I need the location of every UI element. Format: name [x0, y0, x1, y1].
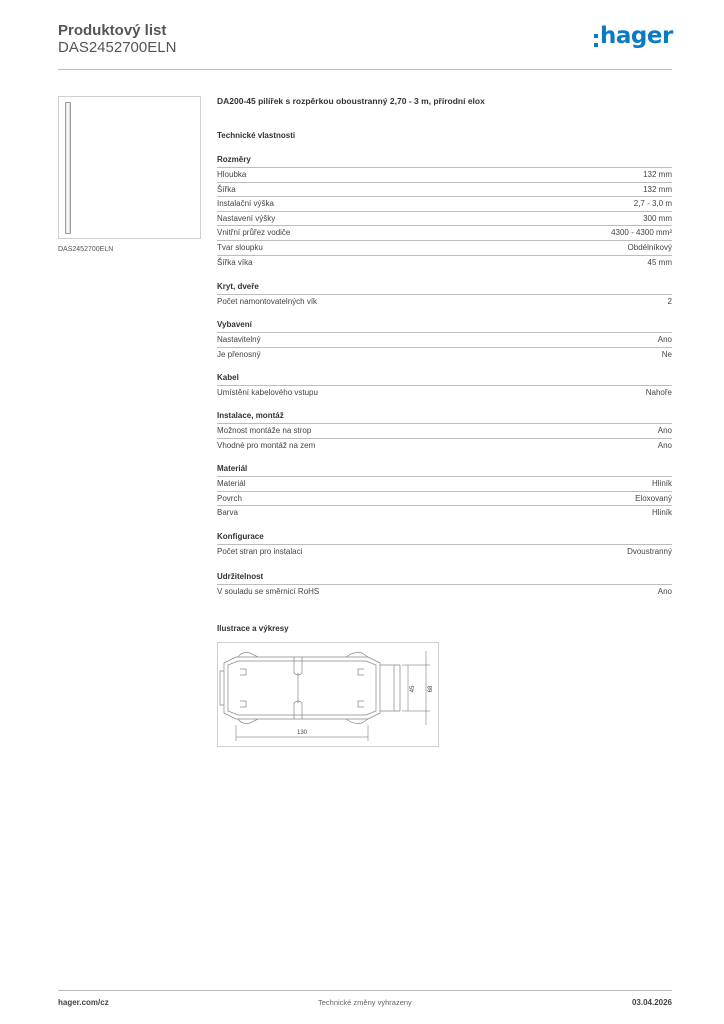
spec-value: 2,7 - 3,0 m [633, 199, 672, 209]
spec-label: Je přenosný [217, 349, 261, 359]
product-image-caption: DAS2452700ELN [58, 246, 114, 253]
spec-label: Hloubka [217, 170, 247, 179]
section-title: Konfigurace [217, 532, 264, 541]
spec-value: Ano [657, 426, 672, 435]
spec-label: Povrch [217, 493, 242, 503]
profile-drawing-svg [218, 643, 438, 746]
spec-value: 300 mm [643, 213, 672, 223]
product-image [58, 96, 201, 239]
dim-width-label: 130 [296, 730, 308, 736]
spec-value: Eloxovaný [635, 493, 672, 503]
spec-value: Ne [661, 349, 672, 359]
spec-row [217, 211, 672, 226]
section-title: Kryt, dveře [217, 282, 259, 291]
spec-row [217, 294, 672, 309]
spec-label: Vnitřní průřez vodiče [217, 228, 291, 238]
section-title: Materiál [217, 464, 248, 473]
spec-label: Instalační výška [217, 199, 274, 209]
spec-value: 45 mm [647, 257, 672, 267]
spec-label: Vhodné pro montáž na zem [217, 440, 316, 450]
spec-label: Nastavení výšky [217, 213, 276, 223]
logo-text: hager [600, 23, 673, 49]
spec-value: Ano [657, 440, 672, 450]
spec-value: Obdélníkový [627, 243, 672, 252]
footer-website: hager.com/cz [58, 998, 109, 1007]
spec-row [217, 255, 672, 270]
spec-row [217, 438, 672, 453]
spec-value: Hliník [651, 479, 672, 488]
spec-row [217, 240, 672, 255]
spec-value: 132 mm [643, 184, 672, 194]
spec-row [217, 385, 672, 400]
spec-label: Materiál [217, 479, 246, 488]
spec-row [217, 182, 672, 197]
product-code: DAS2452700ELN [58, 39, 177, 56]
technical-drawing [217, 642, 439, 747]
spec-row [217, 423, 672, 438]
header-divider [58, 69, 672, 70]
spec-row [217, 544, 672, 559]
tech-heading: Technické vlastnosti [217, 131, 296, 140]
spec-row [217, 505, 672, 520]
illustration-title: Ilustrace a výkresy [217, 624, 289, 633]
page-title: Produktový list [58, 22, 167, 39]
spec-value: 2 [667, 297, 672, 306]
product-name: DA200-45 pilířek s rozpěrkou oboustranný 2,70 - 3 m, přírodní elox [217, 96, 485, 106]
spec-value: 4300 - 4300 mm² [611, 228, 672, 238]
spec-label: Barva [217, 508, 238, 518]
spec-value: Dvoustranný [627, 547, 672, 556]
footer-date: 03.04.2026 [631, 998, 672, 1007]
section-title: Vybavení [217, 320, 252, 329]
spec-label: V souladu se směrnicí RoHS [217, 587, 320, 596]
spec-label: Možnost montáže na strop [217, 426, 312, 435]
spec-label: Tvar sloupku [217, 243, 263, 252]
spec-label: Šířka [217, 184, 236, 194]
section-title: Rozměry [217, 155, 251, 164]
spec-label: Počet stran pro instalaci [217, 547, 303, 556]
dim-height-inner-label: 45 [410, 685, 416, 693]
spec-row [217, 167, 672, 182]
section-title: Kabel [217, 373, 239, 382]
spec-value: Hliník [651, 508, 672, 518]
footer-divider [58, 990, 672, 991]
spec-row [217, 347, 672, 362]
spec-value: 132 mm [643, 170, 672, 179]
spec-row [217, 476, 672, 491]
spec-label: Nastavitelný [217, 335, 261, 344]
section-title: Udržitelnost [217, 572, 264, 581]
spec-row [217, 225, 672, 240]
spec-row [217, 332, 672, 347]
product-profile-icon [65, 102, 71, 234]
footer-notice: Technické změny vyhrazeny [318, 998, 412, 1007]
spec-value: Ano [657, 587, 672, 596]
spec-row [217, 491, 672, 506]
spec-row [217, 584, 672, 599]
spec-label: Umístění kabelového vstupu [217, 388, 318, 397]
spec-label: Šířka víka [217, 257, 253, 267]
spec-label: Počet namontovatelných vík [217, 297, 318, 306]
spec-value: Ano [657, 335, 672, 344]
spec-value: Nahoře [645, 388, 672, 397]
dim-height-outer-label: 68 [428, 685, 434, 693]
spec-row [217, 196, 672, 211]
section-title: Instalace, montáž [217, 411, 284, 420]
